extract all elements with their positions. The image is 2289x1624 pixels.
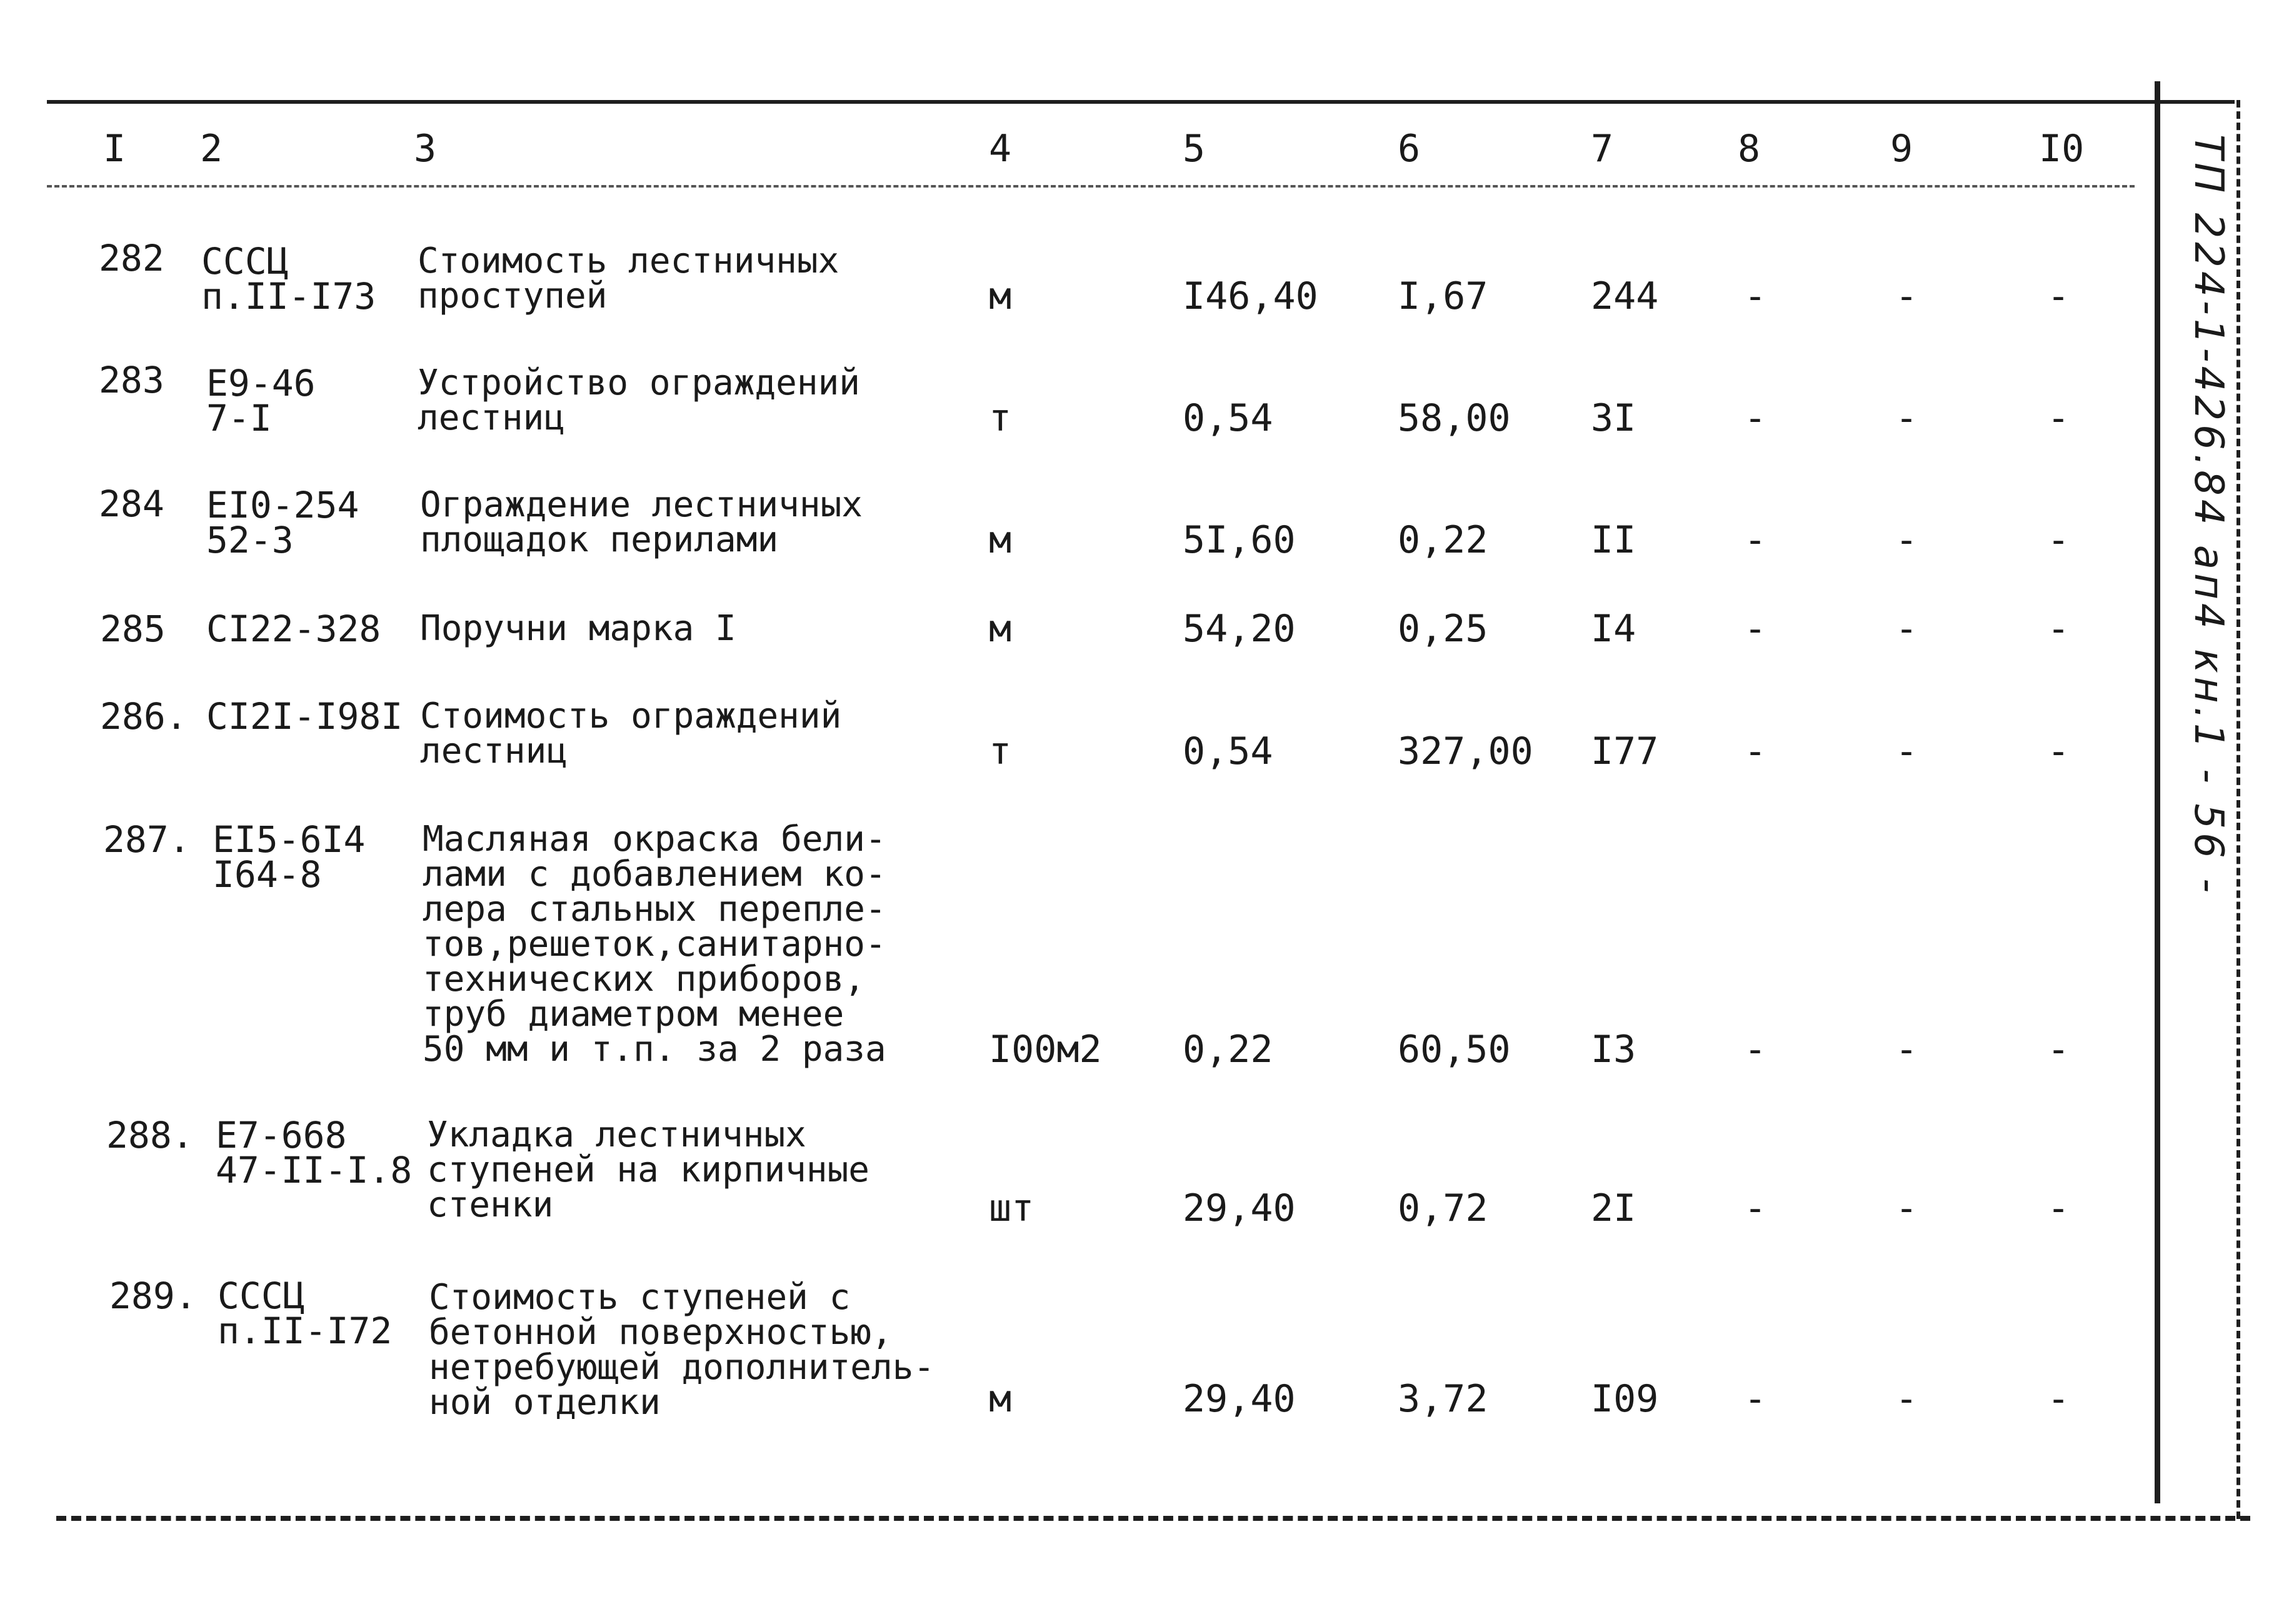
total-cell: I09 bbox=[1591, 1377, 1659, 1421]
col10-cell: - bbox=[2047, 1186, 2070, 1230]
unit-cell: I00м2 bbox=[989, 1028, 1102, 1071]
description-line: Масляная окраска бели- bbox=[423, 819, 886, 860]
total-cell: 3I bbox=[1591, 396, 1636, 440]
description-line: Ограждение лестничных bbox=[420, 484, 863, 525]
row-number: 289. bbox=[109, 1275, 197, 1317]
col8-cell: - bbox=[1744, 518, 1767, 562]
description-line: технических приборов, bbox=[423, 959, 866, 1000]
col8-cell: - bbox=[1744, 1028, 1767, 1071]
description-line: труб диаметром менее bbox=[423, 994, 844, 1035]
col9-cell: - bbox=[1895, 518, 1918, 562]
top-rule bbox=[47, 100, 2235, 104]
description-line: лами с добавлением ко- bbox=[423, 854, 886, 895]
code-line: I64-8 bbox=[213, 853, 322, 896]
total-cell: 2I bbox=[1591, 1186, 1636, 1230]
description-line: нетребующей дополнитель- bbox=[429, 1347, 935, 1388]
unit-cell: т bbox=[989, 396, 1012, 440]
code-line: EI5-6I4 bbox=[213, 818, 366, 861]
description-line: тов,решеток,санитарно- bbox=[423, 924, 886, 965]
column-header-10: I0 bbox=[2039, 127, 2085, 171]
code-line: 52-3 bbox=[206, 519, 294, 561]
code-line: E9-46 bbox=[206, 362, 316, 404]
code-line: E7-668 bbox=[216, 1114, 347, 1156]
price-cell: 60,50 bbox=[1398, 1028, 1511, 1071]
quantity-cell: 5I,60 bbox=[1183, 518, 1296, 562]
description-line: площадок перилами bbox=[420, 519, 779, 560]
price-cell: 327,00 bbox=[1398, 729, 1533, 773]
row-number: 284 bbox=[99, 483, 164, 525]
description-line: Стоимость лестничных bbox=[418, 241, 839, 281]
col8-cell: - bbox=[1744, 396, 1767, 440]
code-line: СССЦ bbox=[218, 1275, 305, 1317]
description-line: Стоимость ограждений bbox=[420, 696, 842, 736]
document-stamp: ТП 224-1-426.84 ап4 кн.1 - 56 - bbox=[2185, 134, 2231, 897]
description-line: бетонной поверхностью, bbox=[429, 1312, 893, 1353]
price-cell: 58,00 bbox=[1398, 396, 1511, 440]
col9-cell: - bbox=[1895, 607, 1918, 651]
quantity-cell: 0,54 bbox=[1183, 396, 1273, 440]
price-cell: 3,72 bbox=[1398, 1377, 1488, 1421]
col9-cell: - bbox=[1895, 274, 1918, 318]
col10-cell: - bbox=[2047, 274, 2070, 318]
code-line: CI22-328 bbox=[206, 608, 381, 650]
row-number: 288. bbox=[106, 1114, 194, 1156]
column-header-4: 4 bbox=[989, 127, 1012, 171]
col10-cell: - bbox=[2047, 607, 2070, 651]
quantity-cell: 54,20 bbox=[1183, 607, 1296, 651]
column-header-8: 8 bbox=[1738, 127, 1761, 171]
unit-cell: м bbox=[989, 518, 1012, 562]
column-header-6: 6 bbox=[1398, 127, 1421, 171]
description-line: ной отделки bbox=[429, 1382, 661, 1423]
code-line: п.II-I72 bbox=[218, 1310, 393, 1352]
description-line: Устройство ограждений bbox=[418, 363, 861, 403]
description-line: 50 мм и т.п. за 2 раза bbox=[423, 1029, 886, 1070]
code-line: CI2I-I98I bbox=[206, 695, 403, 738]
total-cell: I77 bbox=[1591, 729, 1659, 773]
column-header-1: I bbox=[103, 127, 126, 171]
total-cell: 244 bbox=[1591, 274, 1659, 318]
description-line: Стоимость ступеней с bbox=[429, 1277, 851, 1318]
code-line: 47-II-I.8 bbox=[216, 1149, 413, 1191]
description-line: ступеней на кирпичные bbox=[427, 1150, 870, 1190]
total-cell: I3 bbox=[1591, 1028, 1636, 1071]
unit-cell: т bbox=[989, 729, 1012, 773]
quantity-cell: 0,22 bbox=[1183, 1028, 1273, 1071]
unit-cell: м bbox=[989, 1377, 1012, 1421]
price-cell: 0,22 bbox=[1398, 518, 1488, 562]
col8-cell: - bbox=[1744, 729, 1767, 773]
col9-cell: - bbox=[1895, 1028, 1918, 1071]
description-line: Укладка лестничных bbox=[427, 1115, 806, 1155]
col10-cell: - bbox=[2047, 518, 2070, 562]
code-line: п.II-I73 bbox=[201, 275, 376, 318]
description-line: лестниц bbox=[420, 731, 568, 771]
quantity-cell: 29,40 bbox=[1183, 1186, 1296, 1230]
col10-cell: - bbox=[2047, 1028, 2070, 1071]
total-cell: II bbox=[1591, 518, 1636, 562]
col10-cell: - bbox=[2047, 396, 2070, 440]
column-header-7: 7 bbox=[1591, 127, 1614, 171]
row-number: 282 bbox=[99, 237, 164, 279]
header-divider bbox=[47, 185, 2135, 188]
description-line: лестниц bbox=[418, 398, 566, 438]
col9-cell: - bbox=[1895, 1186, 1918, 1230]
price-cell: 0,25 bbox=[1398, 607, 1488, 651]
frame-right-border bbox=[2236, 100, 2240, 1519]
description-line: лера стальных перепле- bbox=[423, 889, 886, 930]
description-line: Поручни марка I bbox=[420, 608, 736, 649]
total-cell: I4 bbox=[1591, 607, 1636, 651]
col10-cell: - bbox=[2047, 729, 2070, 773]
col9-cell: - bbox=[1895, 1377, 1918, 1421]
bottom-rule bbox=[56, 1516, 2250, 1521]
unit-cell: шт bbox=[989, 1186, 1034, 1230]
quantity-cell: 0,54 bbox=[1183, 729, 1273, 773]
col8-cell: - bbox=[1744, 607, 1767, 651]
col9-cell: - bbox=[1895, 396, 1918, 440]
code-line: EI0-254 bbox=[206, 484, 359, 526]
column-header-3: 3 bbox=[414, 127, 437, 171]
unit-cell: м bbox=[989, 607, 1012, 651]
col8-cell: - bbox=[1744, 1377, 1767, 1421]
column-header-2: 2 bbox=[200, 127, 223, 171]
quantity-cell: 29,40 bbox=[1183, 1377, 1296, 1421]
description-line: стенки bbox=[427, 1185, 554, 1225]
row-number: 286. bbox=[100, 695, 188, 738]
price-cell: 0,72 bbox=[1398, 1186, 1488, 1230]
frame-border bbox=[2155, 81, 2160, 1503]
col10-cell: - bbox=[2047, 1377, 2070, 1421]
col9-cell: - bbox=[1895, 729, 1918, 773]
col8-cell: - bbox=[1744, 1186, 1767, 1230]
code-line: СССЦ bbox=[201, 240, 289, 283]
col8-cell: - bbox=[1744, 274, 1767, 318]
column-header-9: 9 bbox=[1890, 127, 1913, 171]
quantity-cell: I46,40 bbox=[1183, 274, 1318, 318]
row-number: 287. bbox=[103, 818, 191, 861]
row-number: 285 bbox=[100, 608, 166, 650]
unit-cell: м bbox=[989, 274, 1012, 318]
code-line: 7-I bbox=[206, 397, 272, 439]
description-line: проступей bbox=[418, 276, 608, 316]
column-header-5: 5 bbox=[1183, 127, 1206, 171]
row-number: 283 bbox=[99, 359, 164, 401]
price-cell: I,67 bbox=[1398, 274, 1488, 318]
